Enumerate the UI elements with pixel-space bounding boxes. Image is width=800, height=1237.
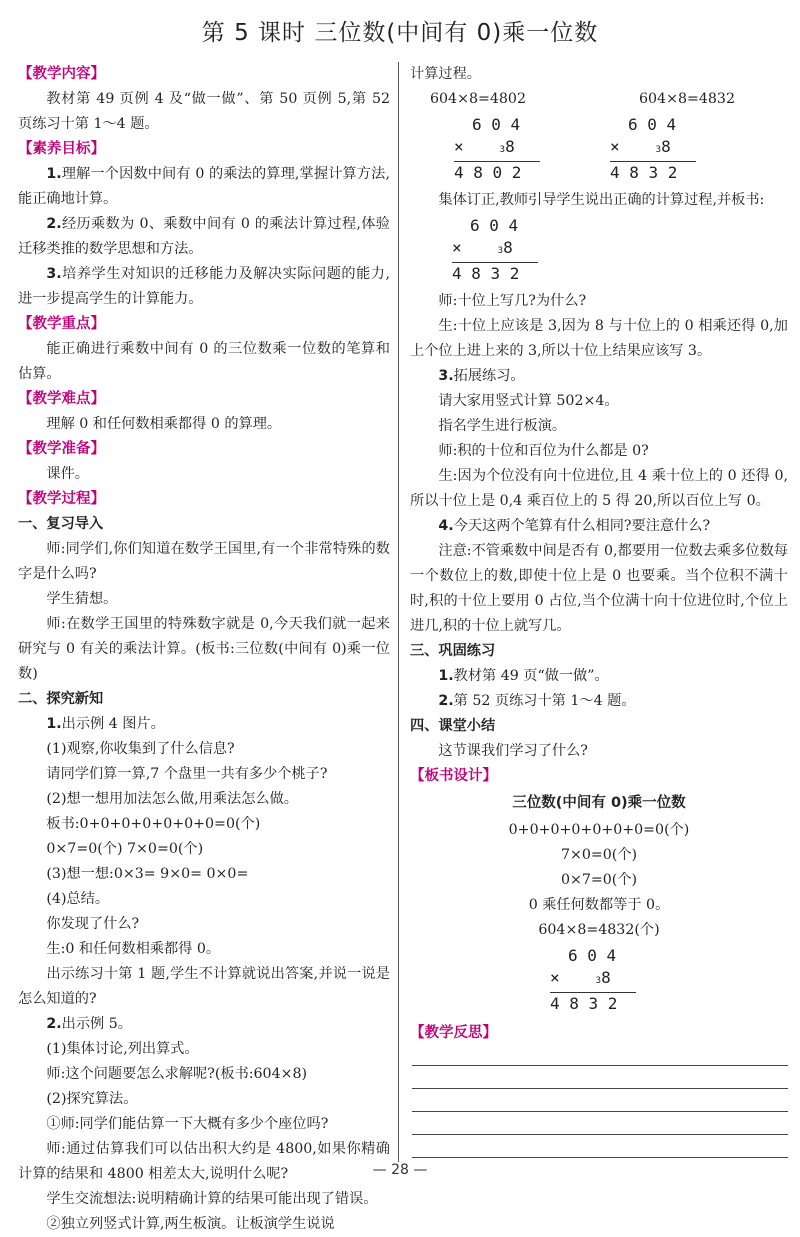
goal-text: 理解一个因数中间有 0 的乘法的算理,掌握计算方法,能正确地计算。 bbox=[18, 166, 390, 207]
practice-item bbox=[410, 689, 788, 714]
section-label-board-design: 【板书设计】 bbox=[410, 768, 497, 784]
calc-top: 6 0 4 bbox=[568, 946, 617, 965]
goal-number: 3. bbox=[46, 266, 62, 282]
paragraph: (1)观察,你收集到了什么信息? bbox=[46, 741, 235, 757]
paragraph: 课件。 bbox=[46, 466, 89, 482]
times-sign: × bbox=[452, 238, 462, 257]
paragraph: 指名学生进行板演。 bbox=[438, 418, 567, 434]
paragraph: 能正确进行乘数中间有 0 的三位数乘一位数的笔算和估算。 bbox=[18, 341, 390, 382]
vertical-calc-c bbox=[452, 215, 788, 285]
paragraph: 师:在数学王国里的特殊数字就是 0,今天我们就一起来研究与 0 有关的乘法计算。(板书:三位数(中间有 0)乘一位数) bbox=[18, 616, 390, 682]
section-label-content: 【教学内容】 bbox=[18, 66, 105, 82]
paragraph: 计算过程。 bbox=[410, 66, 481, 82]
times-sign: × bbox=[610, 137, 620, 156]
heading-practice: 三、巩固练习 bbox=[410, 643, 496, 659]
calc-result: 4 8 3 2 bbox=[550, 994, 618, 1013]
goal-text: 经历乘数为 0、乘数中间有 0 的乘法计算过程,体验迁移类推的数学思想和方法。 bbox=[18, 216, 390, 257]
paragraph: 师:十位上写几?为什么? bbox=[438, 293, 587, 309]
paragraph: 生:因为个位没有向十位进位,且 4 乘十位上的 0 还得 0,所以十位上是 0,4 乘百位上的 5 得 20,所以百位上写 0。 bbox=[410, 468, 788, 509]
paragraph: (4)总结。 bbox=[46, 891, 110, 907]
carry-digit: 3 bbox=[655, 145, 662, 155]
heading-summary: 四、课堂小结 bbox=[410, 718, 496, 734]
vertical-calc-d bbox=[550, 945, 788, 1015]
paragraph: (1)集体讨论,列出算式。 bbox=[46, 1041, 199, 1057]
paragraph: 学生交流想法:说明精确计算的结果可能出现了错误。 bbox=[46, 1191, 378, 1207]
ruled-line bbox=[412, 1069, 788, 1089]
reflection-lines bbox=[410, 1046, 788, 1158]
goal-number: 1. bbox=[46, 166, 62, 182]
paragraph: (2)探究算法。 bbox=[46, 1091, 138, 1107]
step-text: 今天这两个笔算有什么相同?要注意什么? bbox=[453, 518, 711, 534]
step-item bbox=[18, 712, 390, 737]
board-line: 0 乘任何数都等于 0。 bbox=[528, 897, 670, 913]
board-line: 0×7=0(个) bbox=[560, 872, 638, 888]
multiplier-digit: 8 bbox=[505, 137, 515, 156]
paragraph: 师:通过估算我们可以估出积大约是 4800,如果你精确计算的结果和 4800 相差太大,说明什么呢? bbox=[18, 1141, 390, 1182]
paragraph: 生:0 和任何数相乘都得 0。 bbox=[46, 941, 221, 957]
page-number: 28 bbox=[391, 1162, 409, 1178]
vertical-calc-b bbox=[610, 114, 696, 184]
step-item bbox=[18, 1012, 390, 1037]
column-divider bbox=[398, 62, 399, 1162]
paragraph: 请大家用竖式计算 502×4。 bbox=[438, 393, 619, 409]
calc-top: 6 0 4 bbox=[470, 216, 519, 235]
step-text: 出示例 4 图片。 bbox=[61, 716, 165, 732]
paragraph: 师:这个问题要怎么求解呢?(板书:604×8) bbox=[46, 1066, 308, 1082]
practice-number: 1. bbox=[438, 668, 454, 684]
vertical-calcs bbox=[430, 112, 788, 188]
paragraph: 板书:0+0+0+0+0+0+0=0(个) bbox=[46, 816, 261, 832]
calc-result: 4 8 3 2 bbox=[452, 264, 520, 283]
step-number: 1. bbox=[46, 716, 62, 732]
section-label-difficulties: 【教学难点】 bbox=[18, 391, 105, 407]
paragraph: 你发现了什么? bbox=[46, 916, 140, 932]
ruled-line bbox=[412, 1046, 788, 1066]
paragraph: 师:积的十位和百位为什么都是 0? bbox=[438, 443, 649, 459]
calc-result: 4 8 3 2 bbox=[610, 163, 678, 182]
paragraph: 出示练习十第 1 题,学生不计算就说出答案,并说一说是怎么知道的? bbox=[18, 966, 390, 1007]
ruled-line bbox=[412, 1115, 788, 1135]
paragraph: 0×7=0(个) 7×0=0(个) bbox=[46, 841, 204, 857]
step-text: 拓展练习。 bbox=[453, 368, 525, 384]
board-title: 三位数(中间有 0)乘一位数 bbox=[512, 795, 686, 811]
carry-digit: 3 bbox=[499, 145, 506, 155]
practice-number: 2. bbox=[438, 693, 454, 709]
paragraph: 这节课我们学习了什么? bbox=[438, 743, 588, 759]
paragraph: 学生猜想。 bbox=[46, 591, 118, 607]
step-item bbox=[410, 514, 788, 539]
heading-review: 一、复习导入 bbox=[18, 516, 104, 532]
goal-item bbox=[18, 262, 390, 312]
page-title: 第 5 课时 三位数(中间有 0)乘一位数 bbox=[201, 20, 599, 46]
step-number: 3. bbox=[438, 368, 454, 384]
calc-top: 6 0 4 bbox=[628, 115, 677, 134]
goal-number: 2. bbox=[46, 216, 62, 232]
ruled-line bbox=[412, 1138, 788, 1158]
heading-explore: 二、探究新知 bbox=[18, 691, 104, 707]
student-equations bbox=[430, 87, 788, 112]
equation-wrong: 604×8=4802 bbox=[430, 91, 526, 107]
calc-result: 4 8 0 2 bbox=[454, 163, 522, 182]
practice-item bbox=[410, 664, 788, 689]
carry-digit: 3 bbox=[497, 246, 504, 256]
equation-right: 604×8=4832 bbox=[639, 91, 735, 107]
board-line: 604×8=4832(个) bbox=[538, 922, 660, 938]
section-label-goals: 【素养目标】 bbox=[18, 141, 105, 157]
board-line: 7×0=0(个) bbox=[560, 847, 638, 863]
paragraph: (2)想一想用加法怎么做,用乘法怎么做。 bbox=[46, 791, 298, 807]
page-footer: — 28 — bbox=[372, 1162, 428, 1178]
times-sign: × bbox=[550, 968, 560, 987]
calc-top: 6 0 4 bbox=[472, 115, 521, 134]
paragraph: 师:同学们,你们知道在数学王国里,有一个非常特殊的数字是什么吗? bbox=[18, 541, 390, 582]
section-label-reflection: 【教学反思】 bbox=[410, 1025, 497, 1041]
paragraph: ①师:同学们能估算一下大概有多少个座位吗? bbox=[46, 1116, 329, 1132]
multiplier-digit: 8 bbox=[503, 238, 513, 257]
left-column bbox=[18, 62, 390, 1237]
ruled-line bbox=[412, 1092, 788, 1112]
step-number: 4. bbox=[438, 518, 454, 534]
paragraph: ②独立列竖式计算,两生板演。让板演学生说说 bbox=[46, 1216, 335, 1232]
paragraph: 请同学们算一算,7 个盘里一共有多少个桃子? bbox=[46, 766, 328, 782]
paragraph: 教材第 49 页例 4 及“做一做”、第 50 页例 5,第 52 页练习十第 1～4 题。 bbox=[18, 91, 390, 132]
goal-text: 培养学生对知识的迁移能力及解决实际问题的能力,进一步提高学生的计算能力。 bbox=[18, 266, 390, 307]
multiplier-digit: 8 bbox=[601, 968, 611, 987]
step-item bbox=[410, 364, 788, 389]
practice-text: 第 52 页练习十第 1～4 题。 bbox=[453, 693, 636, 709]
section-label-key-points: 【教学重点】 bbox=[18, 316, 105, 332]
times-sign: × bbox=[454, 137, 464, 156]
paragraph: (3)想一想:0×3= 9×0= 0×0= bbox=[46, 866, 249, 882]
step-number: 2. bbox=[46, 1016, 62, 1032]
goal-item bbox=[18, 162, 390, 212]
vertical-calc-a bbox=[454, 114, 540, 184]
section-label-preparation: 【教学准备】 bbox=[18, 441, 105, 457]
multiplier-digit: 8 bbox=[661, 137, 671, 156]
section-label-process: 【教学过程】 bbox=[18, 491, 105, 507]
paragraph: 注意:不管乘数中间是否有 0,都要用一位数去乘多位数每一个数位上的数,即使十位上是 0 也要乘。当个位积不满十时,积的十位上要用 0 占位,当个位满十向十位进位时,个位上进几,积的十位上就写几。 bbox=[410, 543, 788, 634]
carry-digit: 3 bbox=[595, 976, 602, 986]
practice-text: 教材第 49 页“做一做”。 bbox=[453, 668, 609, 684]
paragraph: 理解 0 和任何数相乘都得 0 的算理。 bbox=[46, 416, 282, 432]
right-column bbox=[410, 62, 788, 1161]
paragraph: 集体订正,教师引导学生说出正确的计算过程,并板书: bbox=[438, 192, 765, 208]
goal-item bbox=[18, 212, 390, 262]
paragraph: 生:十位上应该是 3,因为 8 与十位上的 0 相乘还得 0,加上个位上进上来的 3,所以十位上结果应该写 3。 bbox=[410, 318, 788, 359]
board-line: 0+0+0+0+0+0+0=0(个) bbox=[508, 822, 690, 838]
step-text: 出示例 5。 bbox=[61, 1016, 132, 1032]
